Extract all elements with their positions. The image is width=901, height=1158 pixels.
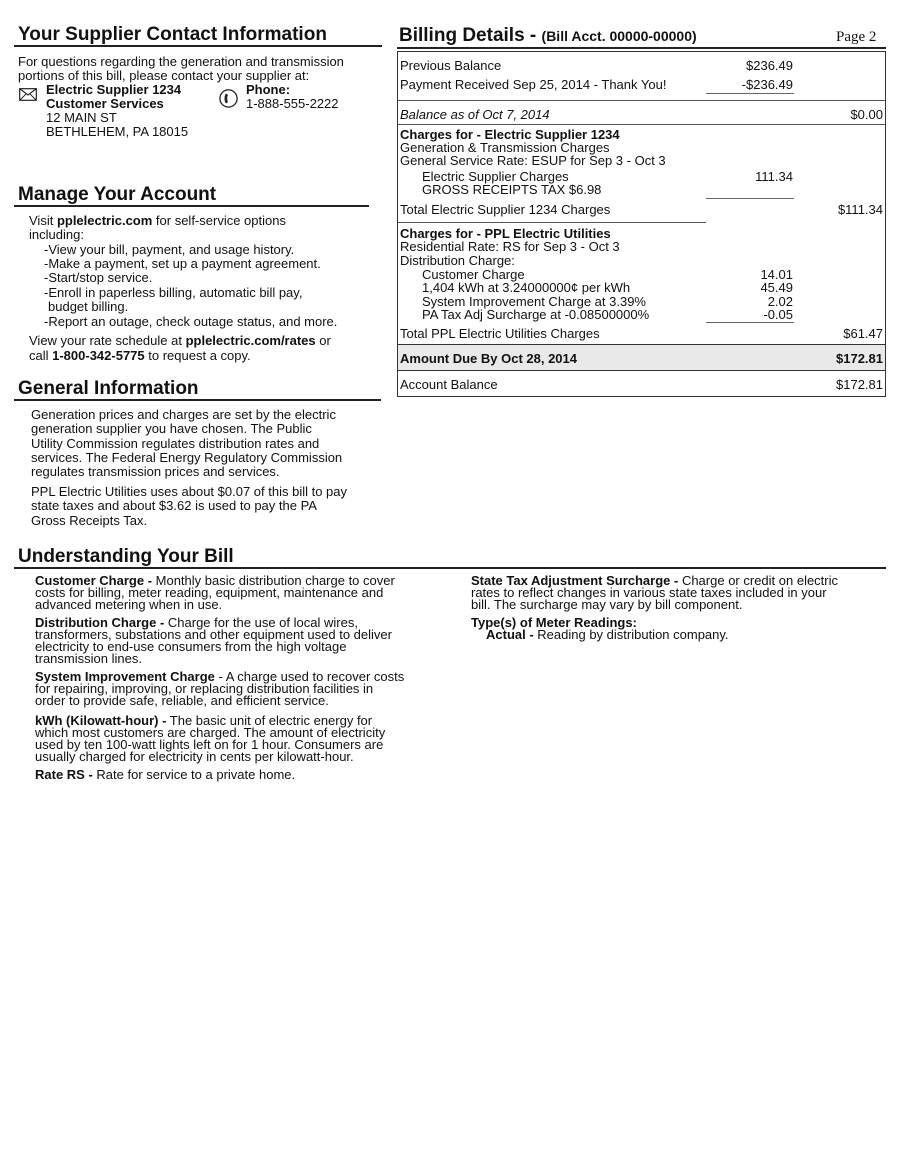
res-rate-label: Residential Rate: RS for Sep 3 - Oct 3 [400,239,620,254]
pa-tax-amount: -0.05 [763,307,793,322]
section-rule [14,45,382,47]
total-ppl-amount: $61.47 [843,326,883,341]
subtotal-rule [706,322,794,323]
state-tax-def: State Tax Adjustment Surcharge - Charge or credit on electric [471,573,839,588]
billing-heading: Billing Details - (Bill Acct. 00000-00000) [399,25,697,46]
table-divider [398,124,885,125]
supplier-intro-line: portions of this bill, please contact your supplier at: [18,68,310,83]
definition-text: bill. The surcharge may vary by bill component. [471,597,743,612]
previous-balance-amount: $236.49 [746,58,793,73]
manage-account-heading: Manage Your Account [18,184,217,205]
sic-label: System Improvement Charge at 3.39% [422,294,646,309]
supplier-intro-line: For questions regarding the generation and transmission [18,54,344,69]
general-text: generation supplier you have chosen. The Public [31,421,312,436]
pa-tax-label: PA Tax Adj Surcharge at -0.08500000% [422,307,650,322]
section-rule [14,399,381,401]
phone-label: Phone: [246,82,291,97]
supplier-charges-label: Electric Supplier Charges [422,169,569,184]
section-rule [14,567,886,569]
pplelectric-link[interactable]: pplelectric.com [56,213,153,228]
section-rule [14,205,369,207]
general-text: services. The Federal Energy Regulatory Commission [31,450,343,465]
distribution-charge-def: Distribution Charge - Charge for the use of local wires, [35,615,358,630]
total-supplier-amount: $111.34 [837,202,883,217]
kwh-amount: 45.49 [760,280,793,295]
gross-receipts-label: GROSS RECEIPTS TAX $6.98 [422,182,602,197]
manage-intro-2: including: [29,227,84,242]
manage-list-item: -View your bill, payment, and usage history. [44,242,295,257]
rate-schedule-line: View your rate schedule at pplelectric.com/rates or [29,333,331,348]
actual-reading-def: Actual - Reading by distribution company. [486,627,729,642]
supplier-name: Electric Supplier 1234 [46,82,182,97]
previous-balance-label: Previous Balance [400,58,502,73]
table-divider [398,222,706,223]
definition-text: transmission lines. [35,651,142,666]
section-rule [397,47,886,49]
bill-account: (Bill Acct. 00000-00000) [541,28,697,44]
account-balance-value: $172.81 [836,377,883,392]
supplier-dept: Customer Services [46,96,164,111]
subtotal-rule [706,93,794,94]
amount-due-label: Amount Due By Oct 28, 2014 [400,351,577,366]
general-info-heading: General Information [18,378,199,399]
definition-text: electricity to end-use consumers from the high voltage [35,639,347,654]
definition-text: for repairing, improving, or replacing distribution facilities in [35,681,374,696]
customer-charge-label: Customer Charge [422,267,525,282]
page-number: Page 2 [836,29,877,45]
general-text: state taxes and about $3.62 is used to pay the PA [31,498,317,513]
subtotal-rule [706,198,794,199]
gen-rate-label: General Service Rate: ESUP for Sep 3 - Oct 3 [400,153,666,168]
definition-text: used by ten 100-watt lights left on for 1 hour. Consumers are [35,737,384,752]
supplier-phone: 1-888-555-2222 [246,96,339,111]
supplier-charges-heading: Charges for - Electric Supplier 1234 [400,127,620,142]
dist-charge-label: Distribution Charge: [400,253,515,268]
customer-charge-amount: 14.01 [760,267,793,282]
general-text: Gross Receipts Tax. [31,513,148,528]
manage-list-item: budget billing. [48,299,129,314]
manage-list-item: -Make a payment, set up a payment agreement. [44,256,321,271]
definition-text: transformers, substations and other equipment used to deliver [35,627,392,642]
definition-text: rates to reflect changes in various state taxes included in your [471,585,827,600]
general-text: regulates transmission prices and services. [31,464,280,479]
manage-list-item: -Start/stop service. [44,270,153,285]
definition-text: costs for billing, meter reading, equipment, maintenance and [35,585,384,600]
balance-label: Balance as of Oct 7, 2014 [400,107,550,122]
amount-due-value: $172.81 [836,351,883,366]
customer-charge-def: Customer Charge - Monthly basic distribution charge to cover [35,573,395,588]
phone-number: 1-800-342-5775 [52,348,145,363]
meter-readings-heading: Type(s) of Meter Readings: [471,615,637,630]
definition-text: which most customers are charged. The amount of electricity [35,725,386,740]
manage-intro: Visit pplelectric.com for self-service options [29,213,286,228]
general-text: Utility Commission regulates distribution rates and [31,436,320,451]
phone-icon [219,89,238,108]
system-improvement-def: System Improvement Charge - A charge used to recover costs [35,669,405,684]
kwh-def: kWh (Kilowatt-hour) - The basic unit of electric energy for [35,713,373,728]
sic-amount: 2.02 [767,294,793,309]
rate-rs-def: Rate RS - Rate for service to a private home. [35,767,296,782]
total-ppl-label: Total PPL Electric Utilities Charges [400,326,600,341]
supplier-city: BETHLEHEM, PA 18015 [46,124,189,139]
understanding-heading: Understanding Your Bill [18,546,234,567]
kwh-label: 1,404 kWh at 3.24000000¢ per kWh [422,280,631,295]
definition-text: order to provide safe, reliable, and efficient service. [35,693,329,708]
payment-label: Payment Received Sep 25, 2014 - Thank You! [400,77,667,92]
table-divider [398,370,885,371]
payment-amount: -$236.49 [741,77,793,92]
account-balance-label: Account Balance [400,377,498,392]
rates-link[interactable]: pplelectric.com/rates [185,333,316,348]
envelope-icon [19,88,37,101]
supplier-charges-amount: 111.34 [755,169,793,184]
manage-list-item: -Report an outage, check outage status, and more. [44,314,338,329]
definition-text: advanced metering when in use. [35,597,223,612]
total-supplier-label: Total Electric Supplier 1234 Charges [400,202,611,217]
balance-amount: $0.00 [850,107,883,122]
definition-text: usually charged for electricity in cents per kilowatt-hour. [35,749,354,764]
ppl-charges-heading: Charges for - PPL Electric Utilities [400,226,611,241]
gen-trans-label: Generation & Transmission Charges [400,140,610,155]
supplier-contact-heading: Your Supplier Contact Information [18,24,327,45]
table-divider [398,100,885,101]
general-text: Generation prices and charges are set by the electric [31,407,336,422]
call-line: call 1-800-342-5775 to request a copy. [29,348,251,363]
manage-list-item: -Enroll in paperless billing, automatic bill pay, [44,285,303,300]
supplier-street: 12 MAIN ST [46,110,117,125]
general-text: PPL Electric Utilities uses about $0.07 of this bill to pay [31,484,348,499]
